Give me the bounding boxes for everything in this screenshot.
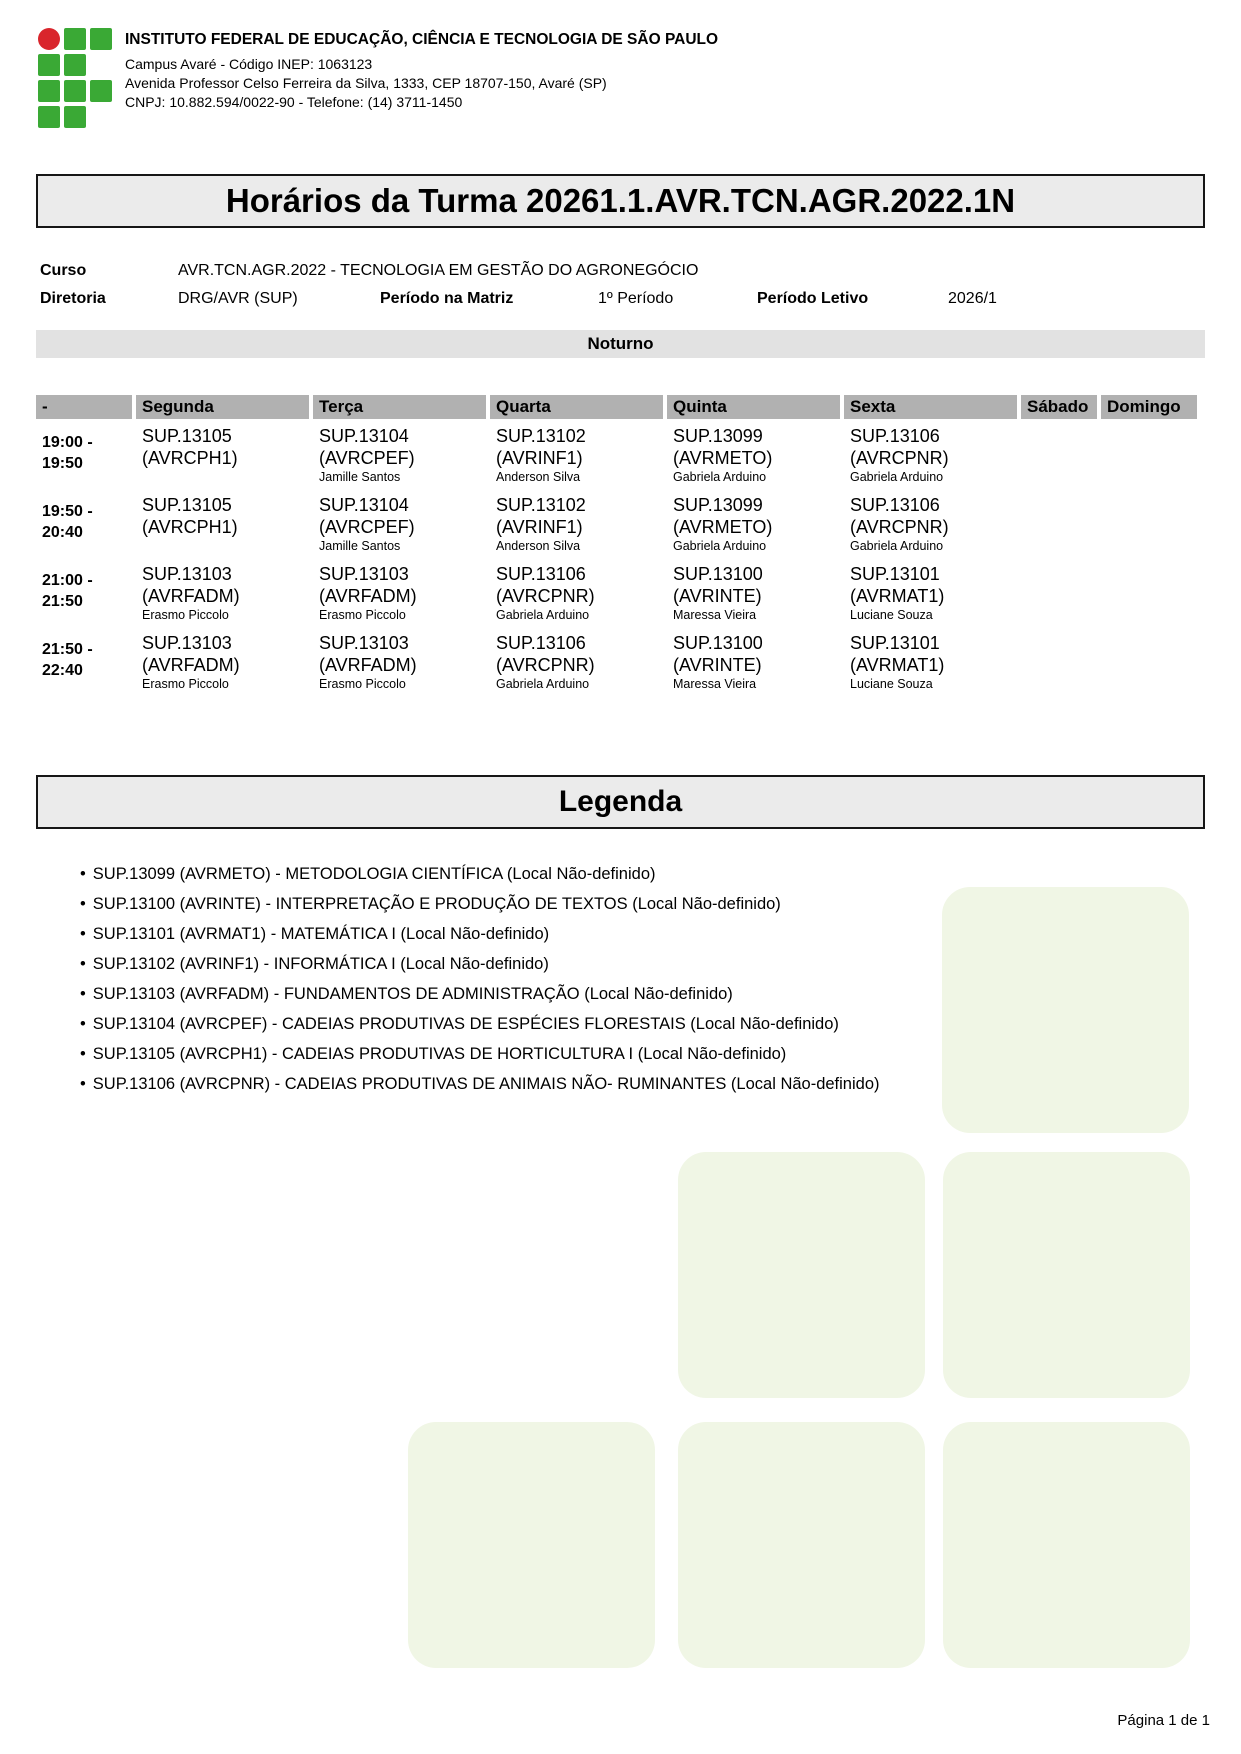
legend-item	[80, 924, 880, 944]
legend-item-text: SUP.13105 (AVRCPH1) - CADEIAS PRODUTIVAS DE HORTICULTURA I (Local Não-definido)	[92, 1045, 787, 1063]
course-group: (AVRFADM)	[142, 655, 240, 675]
course-code: SUP.13103	[319, 564, 409, 584]
logo-green-square	[38, 54, 60, 76]
page-number: Página 1 de 1	[1117, 1712, 1210, 1729]
teacher-name: Gabriela Arduino	[673, 470, 767, 484]
legend-item	[80, 864, 880, 884]
teacher-name: Anderson Silva	[496, 470, 581, 484]
course-code: SUP.13106	[850, 495, 940, 515]
course-code: SUP.13106	[850, 426, 940, 446]
course-group: (AVRFADM)	[319, 586, 417, 606]
legend-item	[80, 894, 880, 914]
curso-value: AVR.TCN.AGR.2022 - TECNOLOGIA EM GESTÃO DO AGRONEGÓCIO	[178, 262, 699, 279]
course-code: SUP.13099	[673, 495, 763, 515]
time-start: 19:50 -	[42, 503, 93, 520]
table-row	[36, 557, 1197, 626]
legend-title: Legenda	[558, 785, 683, 818]
bullet-icon: •	[80, 985, 86, 1003]
course-group: (AVRINF1)	[496, 448, 583, 468]
course-group: (AVRCPNR)	[850, 448, 949, 468]
course-group: (AVRCPH1)	[142, 448, 238, 468]
shift-label: Noturno	[587, 334, 654, 353]
schedule-cell	[490, 488, 663, 557]
table-header-row	[36, 395, 1197, 419]
course-group: (AVRFADM)	[319, 655, 417, 675]
teacher-name: Erasmo Piccolo	[319, 608, 406, 622]
course-code: SUP.13104	[319, 426, 409, 446]
course-code: SUP.13103	[142, 564, 232, 584]
logo-green-square	[90, 80, 112, 102]
curso-label: Curso	[40, 262, 87, 279]
course-group: (AVRINTE)	[673, 586, 762, 606]
course-code: SUP.13102	[496, 495, 586, 515]
logo-green-square	[64, 106, 86, 128]
teacher-name: Erasmo Piccolo	[319, 677, 406, 691]
schedule-cell	[844, 419, 1017, 488]
schedule-cell-empty	[1021, 488, 1097, 557]
time-end: 22:40	[42, 662, 83, 679]
course-group: (AVRMAT1)	[850, 586, 945, 606]
periodo-letivo-label: Período Letivo	[757, 290, 869, 307]
shift-bar	[36, 330, 1205, 358]
institution-cnpj-line: CNPJ: 10.882.594/0022-90 - Telefone: (14) 3711-1450	[125, 94, 463, 110]
time-end: 20:40	[42, 524, 83, 541]
course-group: (AVRCPH1)	[142, 517, 238, 537]
course-code: SUP.13105	[142, 495, 232, 515]
header-cell-segunda: Segunda	[136, 395, 309, 419]
logo-green-square	[38, 80, 60, 102]
course-code: SUP.13104	[319, 495, 409, 515]
table-row	[36, 626, 1197, 695]
course-code: SUP.13100	[673, 633, 763, 653]
schedule-cell-empty	[1021, 557, 1097, 626]
header-cell-domingo: Domingo	[1101, 395, 1197, 419]
course-group: (AVRMETO)	[673, 448, 773, 468]
diretoria-value: DRG/AVR (SUP)	[178, 290, 298, 307]
course-group: (AVRMETO)	[673, 517, 773, 537]
course-group: (AVRCPEF)	[319, 448, 415, 468]
teacher-name: Gabriela Arduino	[673, 539, 767, 553]
schedule-cell	[667, 626, 840, 695]
course-code: SUP.13102	[496, 426, 586, 446]
time-cell	[36, 488, 132, 557]
teacher-name: Luciane Souza	[850, 677, 933, 691]
document-title-box	[36, 174, 1205, 228]
bullet-icon: •	[80, 895, 86, 913]
schedule-cell-empty	[1101, 419, 1197, 488]
time-cell	[36, 419, 132, 488]
schedule-cell	[313, 626, 486, 695]
time-cell	[36, 626, 132, 695]
table-row	[36, 419, 1197, 488]
time-start: 19:00 -	[42, 434, 93, 451]
institution-header	[125, 31, 718, 112]
teacher-name: Luciane Souza	[850, 608, 933, 622]
legend-item	[80, 1044, 880, 1064]
schedule-cell	[313, 488, 486, 557]
logo-red-circle	[38, 28, 60, 50]
logo-green-square	[64, 54, 86, 76]
table-row	[36, 488, 1197, 557]
time-end: 19:50	[42, 455, 83, 472]
legend-title-box	[36, 775, 1205, 829]
header-cell-sexta: Sexta	[844, 395, 1017, 419]
timetable	[36, 395, 1197, 695]
course-code: SUP.13103	[319, 633, 409, 653]
time-cell	[36, 557, 132, 626]
schedule-cell	[844, 557, 1017, 626]
legend-item-text: SUP.13101 (AVRMAT1) - MATEMÁTICA I (Local Não-definido)	[92, 925, 550, 943]
logo-green-square	[64, 28, 86, 50]
schedule-cell	[844, 488, 1017, 557]
bullet-icon: •	[80, 955, 86, 973]
header-cell-quinta: Quinta	[667, 395, 840, 419]
logo-empty-cell	[90, 106, 112, 128]
teacher-name: Maressa Vieira	[673, 677, 757, 691]
teacher-name: Jamille Santos	[319, 539, 401, 553]
teacher-name: Maressa Vieira	[673, 608, 757, 622]
teacher-name: Gabriela Arduino	[850, 470, 944, 484]
course-code: SUP.13100	[673, 564, 763, 584]
course-group: (AVRCPEF)	[319, 517, 415, 537]
teacher-name: Gabriela Arduino	[496, 677, 590, 691]
bullet-icon: •	[80, 925, 86, 943]
schedule-cell	[490, 626, 663, 695]
course-code: SUP.13101	[850, 633, 940, 653]
institution-address-line: Avenida Professor Celso Ferreira da Silva, 1333, CEP 18707-150, Avaré (SP)	[125, 75, 607, 91]
header-cell-sabado: Sábado	[1021, 395, 1097, 419]
schedule-cell	[136, 488, 309, 557]
schedule-cell	[667, 557, 840, 626]
schedule-cell	[136, 557, 309, 626]
time-end: 21:50	[42, 593, 83, 610]
schedule-cell	[667, 419, 840, 488]
diretoria-label: Diretoria	[40, 290, 106, 307]
legend-item	[80, 1074, 880, 1094]
teacher-name: Erasmo Piccolo	[142, 677, 229, 691]
course-group: (AVRFADM)	[142, 586, 240, 606]
bullet-icon: •	[80, 1075, 86, 1093]
teacher-name: Anderson Silva	[496, 539, 581, 553]
course-code: SUP.13106	[496, 564, 586, 584]
legend-item	[80, 984, 880, 1004]
legend-list	[80, 864, 880, 1104]
legend-item	[80, 954, 880, 974]
course-group: (AVRCPNR)	[496, 655, 595, 675]
bullet-icon: •	[80, 1015, 86, 1033]
schedule-cell	[490, 557, 663, 626]
legend-item-text: SUP.13102 (AVRINF1) - INFORMÁTICA I (Local Não-definido)	[92, 955, 549, 973]
teacher-name: Gabriela Arduino	[850, 539, 944, 553]
course-code: SUP.13099	[673, 426, 763, 446]
institution-name: INSTITUTO FEDERAL DE EDUCAÇÃO, CIÊNCIA E TECNOLOGIA DE SÃO PAULO	[125, 31, 719, 48]
schedule-cell	[844, 626, 1017, 695]
header-cell-quarta: Quarta	[490, 395, 663, 419]
schedule-cell	[313, 419, 486, 488]
course-group: (AVRCPNR)	[496, 586, 595, 606]
schedule-cell	[136, 626, 309, 695]
course-code: SUP.13106	[496, 633, 586, 653]
schedule-cell-empty	[1021, 626, 1097, 695]
legend-item-text: SUP.13104 (AVRCPEF) - CADEIAS PRODUTIVAS DE ESPÉCIES FLORESTAIS (Local Não-definido)	[92, 1015, 839, 1033]
schedule-cell	[667, 488, 840, 557]
course-group: (AVRCPNR)	[850, 517, 949, 537]
teacher-name: Erasmo Piccolo	[142, 608, 229, 622]
legend-item-text: SUP.13100 (AVRINTE) - INTERPRETAÇÃO E PRODUÇÃO DE TEXTOS (Local Não-definido)	[92, 895, 781, 913]
time-start: 21:50 -	[42, 641, 93, 658]
institution-campus-line: Campus Avaré - Código INEP: 1063123	[125, 56, 373, 72]
schedule-cell-empty	[1101, 557, 1197, 626]
periodo-matriz-value: 1º Período	[598, 290, 674, 307]
bullet-icon: •	[80, 1045, 86, 1063]
header-cell-terca: Terça	[313, 395, 486, 419]
course-code: SUP.13101	[850, 564, 940, 584]
schedule-cell-empty	[1101, 488, 1197, 557]
document-title: Horários da Turma 20261.1.AVR.TCN.AGR.2022.1N	[225, 182, 1016, 219]
logo-green-square	[90, 28, 112, 50]
ifsp-logo-icon	[38, 28, 112, 128]
course-code: SUP.13103	[142, 633, 232, 653]
schedule-cell-empty	[1021, 419, 1097, 488]
schedule-cell	[136, 419, 309, 488]
schedule-cell	[490, 419, 663, 488]
course-group: (AVRINF1)	[496, 517, 583, 537]
teacher-name: Jamille Santos	[319, 470, 401, 484]
course-code: SUP.13105	[142, 426, 232, 446]
legend-item-text: SUP.13099 (AVRMETO) - METODOLOGIA CIENTÍFICA (Local Não-definido)	[92, 865, 656, 883]
legend-item-text: SUP.13103 (AVRFADM) - FUNDAMENTOS DE ADMINISTRAÇÃO (Local Não-definido)	[92, 985, 733, 1003]
schedule-cell	[313, 557, 486, 626]
logo-empty-cell	[90, 54, 112, 76]
bullet-icon: •	[80, 865, 86, 883]
schedule-cell-empty	[1101, 626, 1197, 695]
header-cell-time: -	[36, 395, 132, 419]
legend-item-text: SUP.13106 (AVRCPNR) - CADEIAS PRODUTIVAS DE ANIMAIS NÃO- RUMINANTES (Local Não-definido)	[92, 1075, 880, 1093]
logo-green-square	[64, 80, 86, 102]
periodo-matriz-label: Período na Matriz	[380, 290, 514, 307]
periodo-letivo-value: 2026/1	[948, 290, 997, 307]
logo-green-square	[38, 106, 60, 128]
time-start: 21:00 -	[42, 572, 93, 589]
course-group: (AVRMAT1)	[850, 655, 945, 675]
legend-item	[80, 1014, 880, 1034]
teacher-name: Gabriela Arduino	[496, 608, 590, 622]
course-group: (AVRINTE)	[673, 655, 762, 675]
